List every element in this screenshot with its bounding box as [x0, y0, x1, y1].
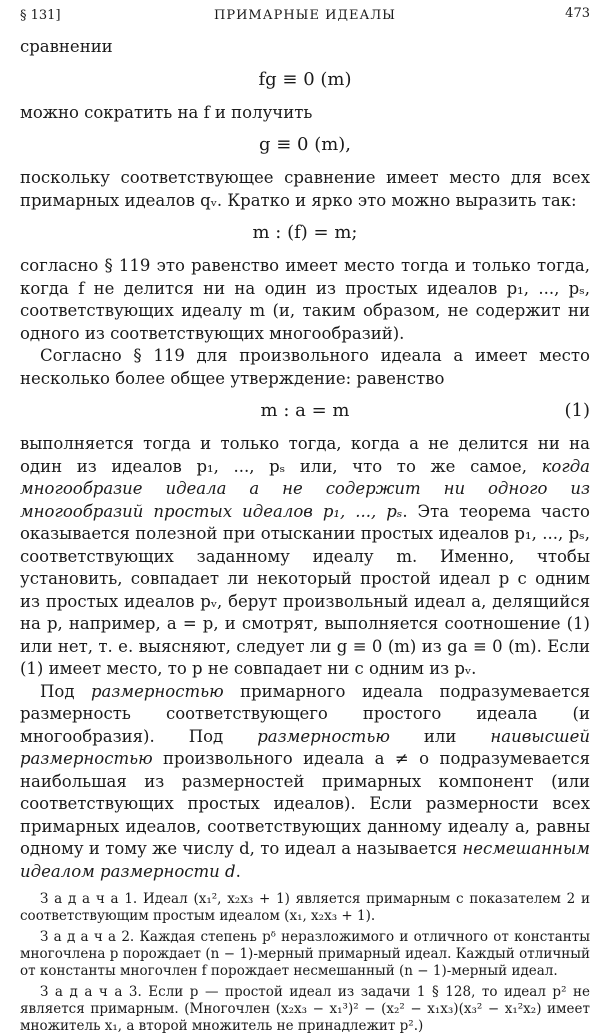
formula-1: fg ≡ 0 (m) — [258, 68, 352, 90]
p7-emphasis-3: наивысшей размерностью — [20, 726, 591, 768]
p6-emphasis: когда многообразие идеала a не содержит ни одного из многообразий простых идеалов p₁, ..., pₛ — [20, 456, 590, 521]
chapter-title: ПРИМАРНЫЕ ИДЕАЛЫ — [214, 8, 396, 23]
p7-text-3: или — [389, 726, 491, 746]
p7-text-2: примарного идеала подразумевается размерность соответствующего простого идеала (и многообразия). Под — [20, 681, 590, 746]
p7-emphasis-2: размерностью — [257, 726, 390, 746]
p7-text-1: Под — [40, 681, 91, 701]
p7-text-4: произвольного идеала a ≠ o подразумевается наибольшая из размерностей примарных компонент (или соответствующих простых идеалов). Если размерности всех примарных идеалов, соответствующих данному идеалу a, равны одному и тому же числу d, то идеал a называется — [20, 749, 590, 858]
task-1: З а д а ч а 1. Идеал (x₁², x₂x₃ + 1) является примарным с показателем 2 и соответствующим простым идеалом (x₁, x₂x₃ + 1). — [20, 891, 590, 924]
formula-3: m : (f) = m; — [252, 222, 358, 243]
paragraph-2: можно сократить на f и получить — [20, 102, 313, 122]
section-ref: § 131] — [20, 8, 61, 23]
formula-2: g ≡ 0 (m), — [258, 134, 352, 155]
paragraph-6 — [20, 433, 590, 681]
p7-emphasis-4: несмешанным идеалом размерности d — [20, 839, 590, 881]
formula-4 — [20, 400, 590, 421]
paragraph-1: сравнении — [20, 37, 113, 56]
paragraph-4: согласно § 119 это равенство имеет место тогда и только тогда, когда f не делится ни на один из простых идеалов p₁, ..., pₛ, соответствующих идеалу m (и, таким образом, не содержит ни одного из соответствующих многообразий). — [20, 256, 590, 343]
task-3: З а д а ч а 3. Если p — простой идеал из задачи 1 § 128, то идеал p² не является примарным. (Многочлен (x₂x₃ − x₁³)² − (x₂² − x₁x₃)(x₃² − x₁²x₂) имеет множитель x₁, а второй множитель не принадлежит p².) — [20, 984, 590, 1034]
paragraph-3: поскольку соответствующее сравнение имеет место для всех примарных идеалов qᵥ. Кратко и ярко это можно выразить так: — [20, 168, 590, 210]
formula-4-expression: m : a = m — [260, 400, 350, 421]
running-header — [20, 0, 590, 36]
equation-number: (1) — [564, 400, 590, 421]
p7-text-5: . — [235, 861, 241, 881]
page-number: 473 — [565, 6, 590, 21]
paragraph-7 — [20, 681, 590, 884]
p6-text-a: выполняется тогда и только тогда, когда a не делится ни на один из идеалов p₁, ..., pₛ или, что то же самое, — [20, 434, 590, 476]
task-2: З а д а ч а 2. Каждая степень pᵟ неразложимого и отличного от константы многочлена p порождает (n − 1)-мерный примарный идеал. Каждый отличный от константы многочлен f порождает несмешанный (n − 1)-мерный идеал. — [20, 929, 590, 979]
p6-text-b: . Эта теорема часто оказывается полезной при отыскании простых идеалов p₁, ..., pₛ, соответствующих заданному идеалу m. Именно, чтобы установить, совпадает ли некоторый простой идеал p с одним из простых идеалов pᵥ, берут произвольный идеал a, делящийся на p, например, a = p, и смотрят, выполняется соотношение (1) или нет, т. е. выясняют, следует ли g ≡ 0 (m) из ga ≡ 0 (m). Если (1) имеет место, то p не совпадает ни с одним из pᵥ. — [20, 501, 590, 678]
paragraph-5: Согласно § 119 для произвольного идеала a имеет место несколько более общее утверждение: равенство — [20, 346, 590, 388]
p7-emphasis-1: размерностью — [91, 681, 224, 701]
exercises — [20, 891, 590, 1035]
